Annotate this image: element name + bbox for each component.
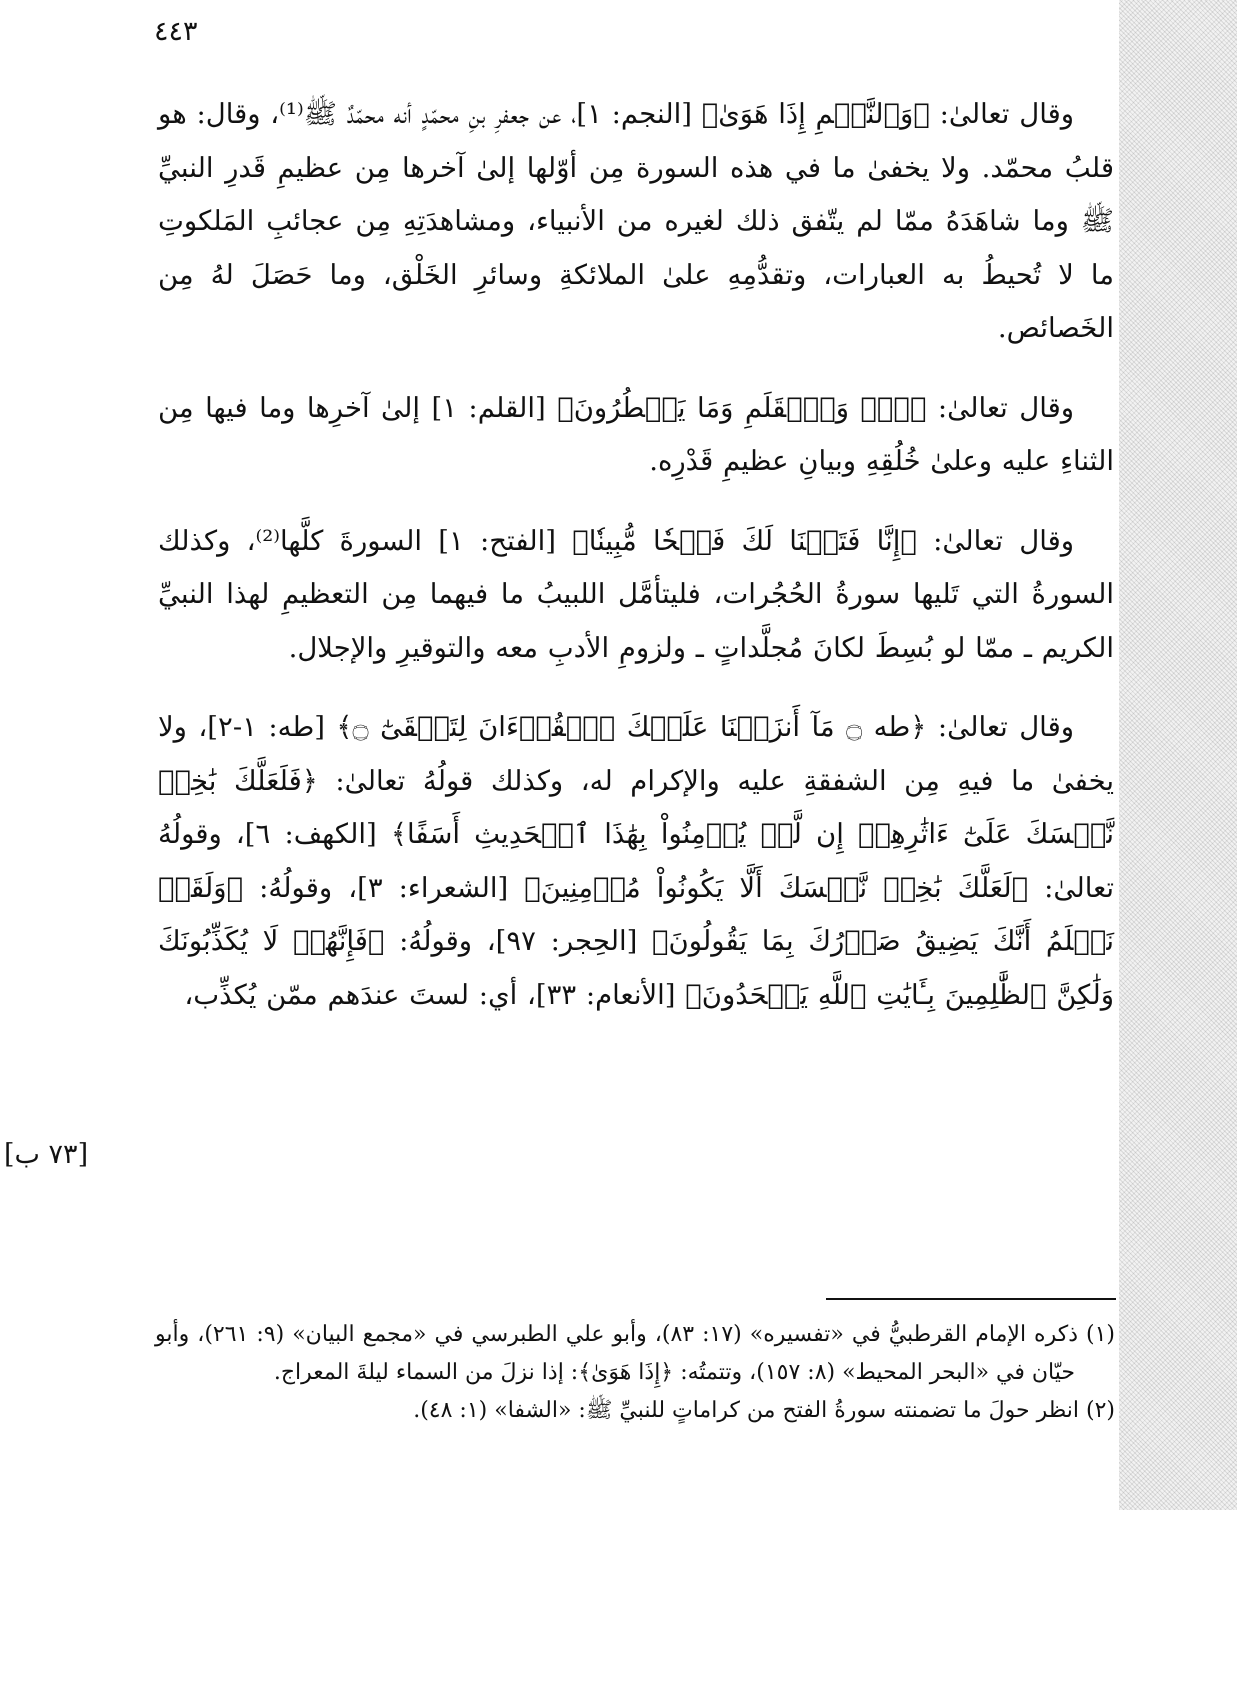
paragraph-4: وقال تعالىٰ: ﴿طه ۝ مَآ أَنزَلۡنَا عَلَيۡكَ ٱلۡقُرۡءَانَ لِتَشۡقَىٰٓ ۝﴾ [طه: ١-٢]، ولا يخفىٰ ما فيهِ مِن الشفقةِ عليه والإكرام له، وكذلك قولُهُ تعالىٰ: ﴿فَلَعَلَّكَ بَٰخِعٞ نَّفۡسَكَ عَلَىٰٓ ءَاثَٰرِهِمۡ إِن لَّمۡ يُؤۡمِنُواْ بِهَٰذَا ٱلۡحَدِيثِ أَسَفًا﴾ [الكهف: ٦]، وقولُهُ تعالىٰ: ﴿لَعَلَّكَ بَٰخِعٞ نَّفۡسَكَ أَلَّا يَكُونُواْ مُؤۡمِنِينَ﴾ [الشعراء: ٣]، وقولُهُ: ﴿وَلَقَدۡ نَعۡلَمُ أَنَّكَ يَضِيقُ صَدۡرُكَ بِمَا يَقُولُونَ﴾ [الحِجر: ٩٧]، وقولُهُ: ﴿فَإِنَّهُمۡ لَا يُكَذِّبُونَكَ وَلَٰكِنَّ ٱلظَّٰلِمِينَ بِـَٔايَٰتِ ٱللَّهِ يَجۡحَدُونَ﴾ [الأنعام: ٣٣]، أي: لستَ عندَهم ممّن يُكذِّب، [158,711,1115,1011]
footnote-1: (١) ذكره الإمام القرطبيُّ في «تفسيره» (١٧: ٨٣)، وأبو علي الطبرسي في «مجمع البيان» (٩: ٢٦١)، وأبو حيّان في «البحر المحيط» (٨: ١٥٧)، وتتمتُه: ﴿إِذَا هَوَىٰ﴾: إذا نزلَ من السماء ليلةَ المعراج. [155,1322,1115,1385]
footnote-divider [826,1298,1116,1300]
footnotes [155,1316,1115,1430]
page-number: ٤٤٣ [154,16,198,47]
paragraph-3: وقال تعالىٰ: ﴿إِنَّا فَتَحۡنَا لَكَ فَتۡحٗا مُّبِينٗا﴾ [الفتح: ١] السورةَ كلَّها⁽²⁾، وكذلك السورةُ التي تَليها سورةُ الحُجُرات، فليتأمَّل اللبيبُ ما فيهما مِن التعظيمِ لهذا النبيِّ الكريم ـ ممّا لو بُسِطَ لكانَ مُجلَّداتٍ ـ ولزومِ الأدبِ معه والتوقيرِ والإجلال. [158,524,1114,664]
paragraph-2: وقال تعالىٰ: ﴿نٓۚ وَٱلۡقَلَمِ وَمَا يَسۡطُرُونَ﴾ [القلم: ١] إلىٰ آخرِها وما فيها مِن الثناءِ عليه وعلىٰ خُلُقِهِ وبيانِ عظيمِ قَدْرِه. [158,391,1114,477]
footnote-2: (٢) انظر حولَ ما تضمنته سورةُ الفتح من كراماتٍ للنبيِّ ﷺ: «الشفا» (١: ٤٨). [413,1398,1115,1423]
manuscript-folio-marker: [٧٣ ب] [4,1139,89,1170]
main-text [158,88,1114,1022]
paragraph-1: وقال تعالىٰ: ﴿وَٱلنَّجۡمِ إِذَا هَوَىٰ﴾ [النجم: ١]، عن جعفرِ بنِ محمّدٍ أنه محمّدٌ ﷺ⁽¹⁾، وقال: هو قلبُ محمّد. ولا يخفىٰ ما في هذه السورة مِن أوّلها إلىٰ آخرها مِن عظيمِ قَدرِ النبيِّ ﷺ وما شاهَدَهُ ممّا لم يتّفق ذلك لغيره من الأنبياء، ومشاهدَتِهِ مِن عجائبِ المَلكوتِ ما لا تُحيطُ به العبارات، وتقدُّمِهِ علىٰ الملائكةِ وسائرِ الخَلْق، وما حَصَلَ لهُ مِن الخَصائص. [158,98,1114,344]
scanned-page-edge [1119,0,1237,1510]
